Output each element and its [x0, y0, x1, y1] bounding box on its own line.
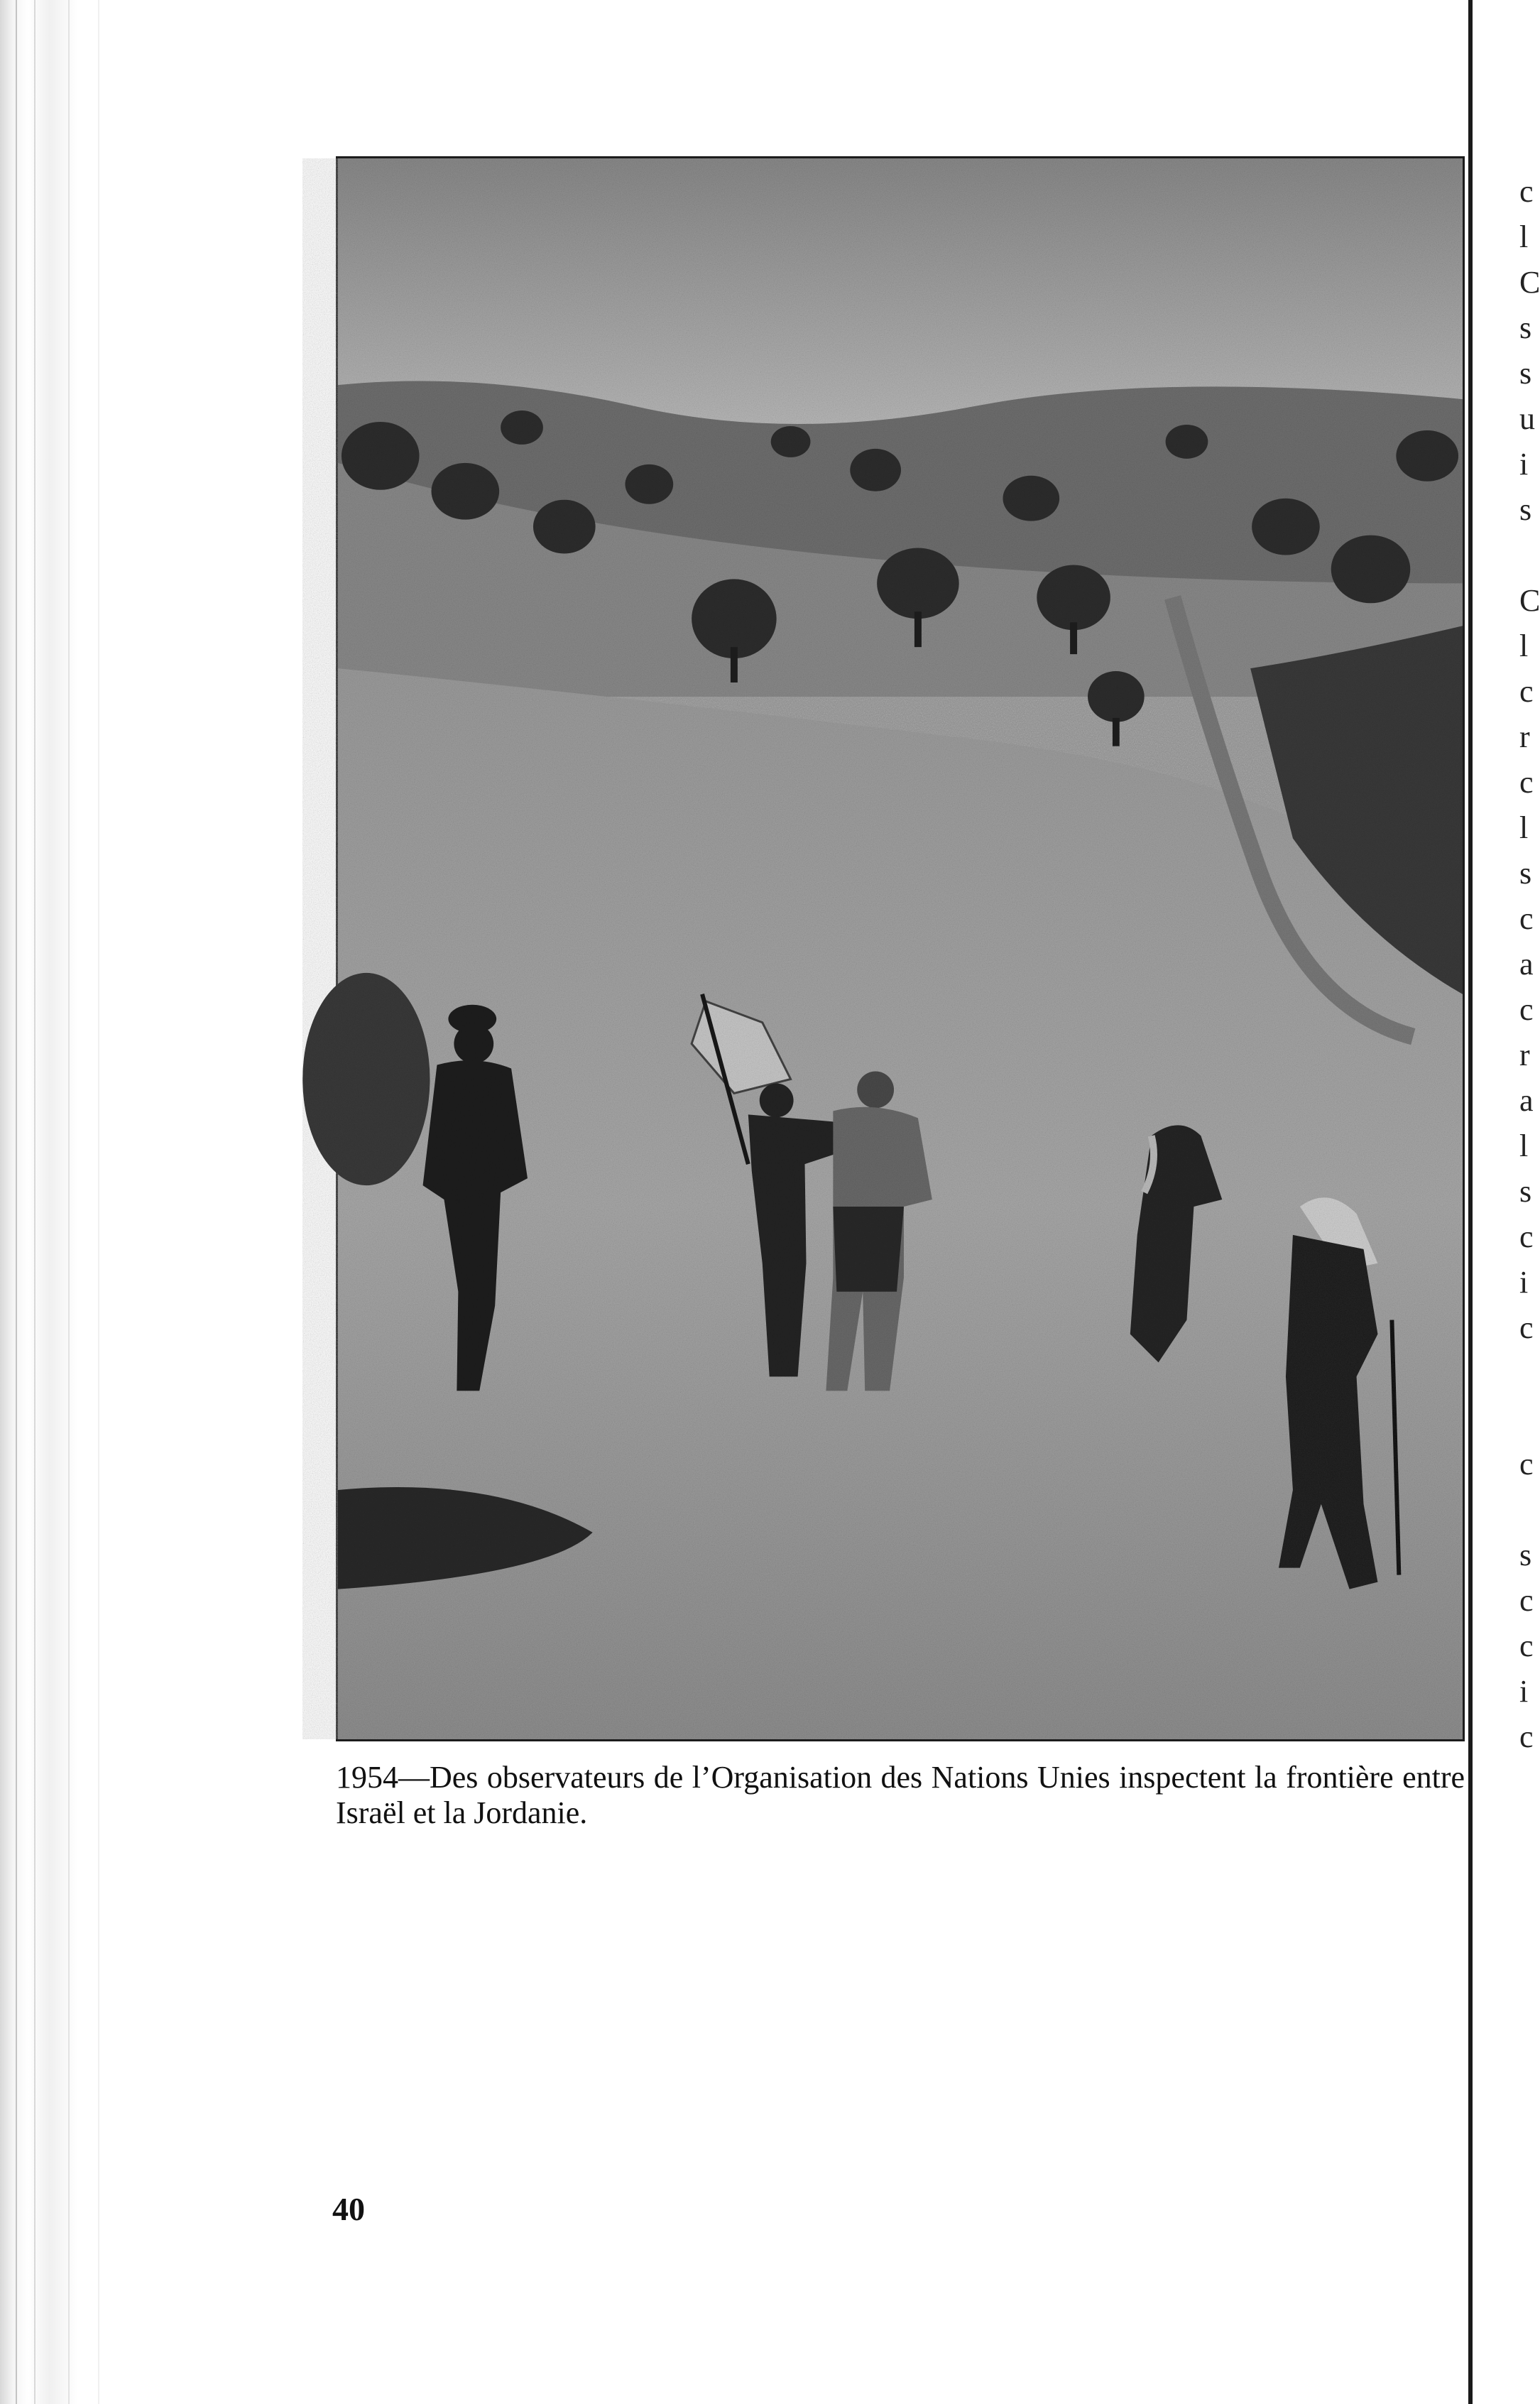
facing-page-letter: c: [1519, 1219, 1534, 1254]
facing-page-letter: C: [1519, 583, 1540, 618]
facing-page-letter: c: [1519, 1447, 1534, 1481]
facing-page-letter: s: [1519, 1538, 1532, 1572]
page-number: 40: [332, 2191, 365, 2227]
binding-shadow-line: [68, 0, 70, 2404]
facing-page-letter: c: [1519, 765, 1534, 800]
facing-page-letter: a: [1519, 947, 1534, 981]
facing-page-letter: c: [1519, 1310, 1534, 1345]
photo-caption: 1954—Des observateurs de l’Organisation des Nations Unies inspectent la frontière entre Israël et la Jordanie.: [336, 1760, 1465, 1830]
book-binding-gutter: [0, 0, 107, 2404]
facing-page-letter: l: [1519, 629, 1529, 663]
facing-page-letter: [1519, 1351, 1534, 1396]
facing-page-letter: i: [1519, 1674, 1529, 1709]
facing-page-letter: c: [1519, 992, 1534, 1027]
facing-page-letter: s: [1519, 356, 1532, 391]
facing-page-letter: s: [1519, 310, 1532, 345]
binding-shadow-line: [34, 0, 36, 2404]
facing-page-letter: c: [1519, 1628, 1534, 1663]
facing-page-letter: c: [1519, 1583, 1534, 1618]
binding-shadow-line: [98, 0, 99, 2404]
facing-page-letter: c: [1519, 674, 1534, 709]
facing-page-letter: l: [1519, 219, 1529, 254]
binding-shadow-line: [16, 0, 17, 2404]
facing-page-letter: l: [1519, 1128, 1529, 1163]
facing-page-letter: i: [1519, 447, 1529, 482]
photo-illustration: [338, 158, 1463, 1739]
facing-page-letter: [1519, 1396, 1534, 1442]
facing-page-letter: s: [1519, 492, 1532, 527]
facing-page-letter: s: [1519, 1174, 1532, 1209]
facing-page-letter: s: [1519, 856, 1532, 891]
facing-page-letter: u: [1519, 401, 1535, 436]
facing-page-letter: c: [1519, 174, 1534, 209]
facing-page-letter: r: [1519, 1038, 1530, 1072]
facing-page-letter: c: [1519, 1719, 1534, 1754]
photograph-un-observers: [336, 156, 1465, 1741]
facing-page-letter: l: [1519, 810, 1529, 845]
facing-page-letter: [1519, 533, 1534, 578]
facing-page-letter: r: [1519, 719, 1530, 754]
facing-page-letter: C: [1519, 265, 1540, 300]
facing-page-letter: c: [1519, 901, 1534, 936]
facing-page-truncated-text: [1519, 169, 1540, 1760]
facing-page-letter: a: [1519, 1083, 1534, 1118]
facing-page-letter: i: [1519, 1265, 1529, 1300]
facing-page-letter: [1519, 1487, 1534, 1533]
